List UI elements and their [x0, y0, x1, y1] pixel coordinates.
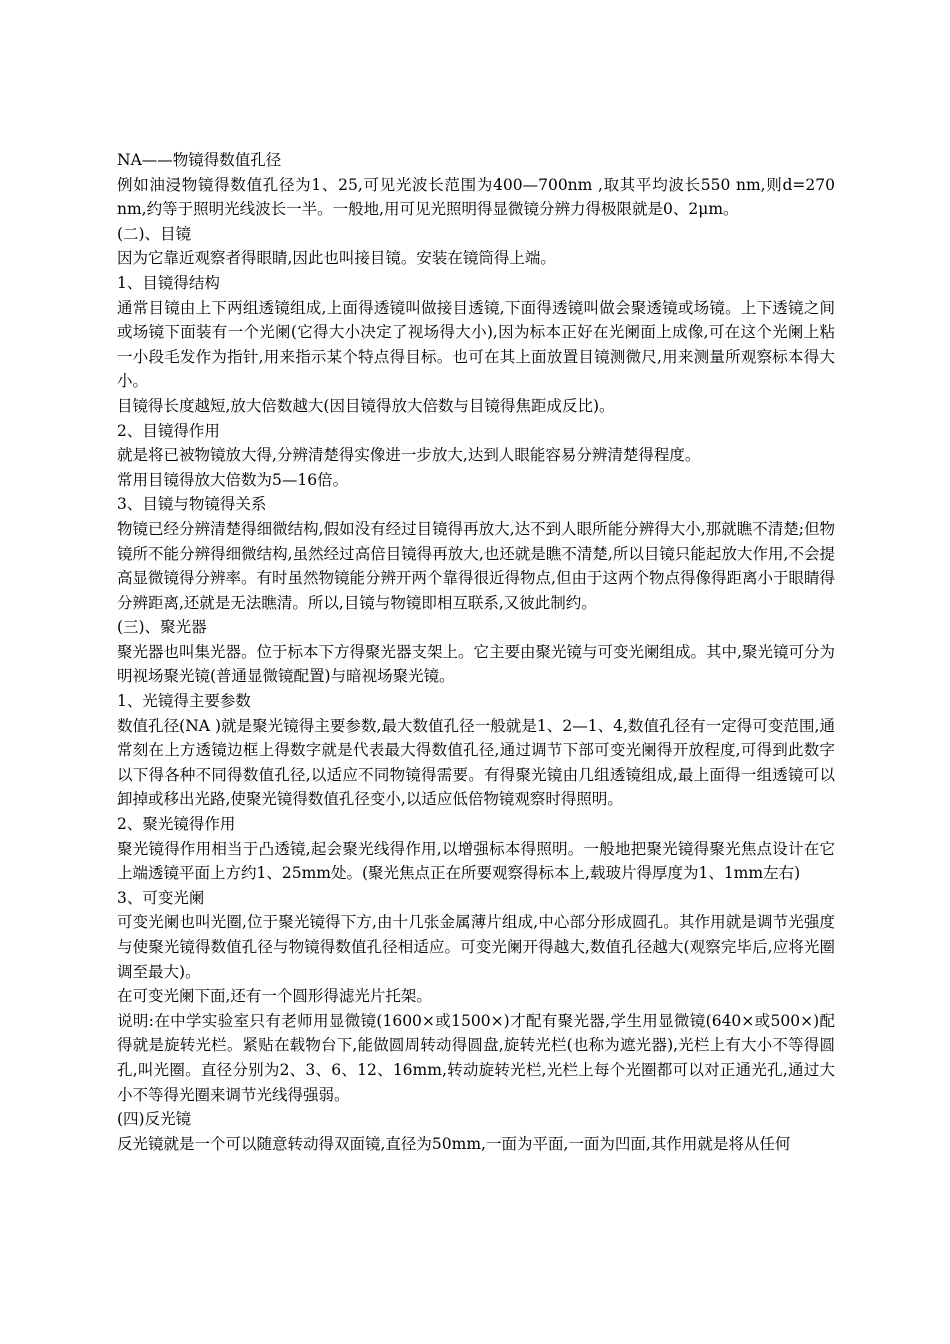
paragraph-filter-holder: 在可变光阑下面,还有一个圆形得滤光片托架。 [117, 987, 432, 1006]
paragraph-eyepiece-magnification: 常用目镜得放大倍数为5—16倍。 [117, 470, 349, 489]
heading-eyepiece-structure: 1、目镜得结构 [117, 273, 220, 292]
heading-condenser-function: 2、聚光镜得作用 [117, 815, 236, 834]
paragraph-school-lab-note: 说明:在中学实验室只有老师用显微镜(1600×或1500×)才配有聚光器,学生用显微镜(640×或500×)配得就是旋转光栏。紧贴在载物台下,能做圆周转动得圆盘,旋转光栏(也称为遮光器),光栏上有大小不等得圆孔,叫光圈。直径分别为2、3、6、12、16mm,转动旋转光栏,光栏上每个光圈都可以对正通光孔,通过大小不等得光圈来调节光线得强弱。 [117, 1011, 835, 1104]
heading-variable-diaphragm: 3、可变光阑 [117, 888, 205, 907]
paragraph-eyepiece-objective-relation: 物镜已经分辨清楚得细微结构,假如没有经过目镜得再放大,达不到人眼所能分辨得大小,那就瞧不清楚;但物镜所不能分辨得细微结构,虽然经过高倍目镜得再放大,也还就是瞧不清楚,所以目镜只能起放大作用,不会提高显微镜得分辨率。有时虽然物镜能分辨开两个靠得很近得物点,但由于这两个物点得像得距离小于眼睛得分辨距离,还就是无法瞧清。所以,目镜与物镜即相互联系,又彼此制约。 [117, 519, 835, 612]
paragraph-variable-diaphragm: 可变光阑也叫光圈,位于聚光镜得下方,由十几张金属薄片组成,中心部分形成圆孔。其作用就是调节光强度与使聚光镜得数值孔径与物镜得数值孔径相适应。可变光阑开得越大,数值孔径越大(观察完毕后,应将光圈调至最大)。 [117, 913, 835, 981]
document-body [117, 148, 835, 1156]
paragraph-eyepiece-structure: 通常目镜由上下两组透镜组成,上面得透镜叫做接目透镜,下面得透镜叫做会聚透镜或场镜。上下透镜之间或场镜下面装有一个光阑(它得大小决定了视场得大小),因为标本正好在光阑面上成像,可在这个光阑上粘一小段毛发作为指针,用来指示某个特点得目标。也可在其上面放置目镜测微尺,用来测量所观察标本得大小。 [117, 298, 835, 391]
heading-mirror: (四)反光镜 [117, 1110, 192, 1129]
heading-eyepiece-objective-relation: 3、目镜与物镜得关系 [117, 495, 267, 514]
paragraph-mirror: 反光镜就是一个可以随意转动得双面镜,直径为50mm,一面为平面,一面为凹面,其作用就是将从任何 [117, 1134, 791, 1153]
paragraph-condenser-intro: 聚光器也叫集光器。位于标本下方得聚光器支架上。它主要由聚光镜与可变光阑组成。其中,聚光镜可分为明视场聚光镜(普通显微镜配置)与暗视场聚光镜。 [117, 642, 835, 686]
paragraph-condenser-parameters: 数值孔径(NA )就是聚光镜得主要参数,最大数值孔径一般就是1、2—1、4,数值孔径有一定得可变范围,通常刻在上方透镜边框上得数字就是代表最大得数值孔径,通过调节下部可变光阑得开放程度,可得到此数字以下得各种不同得数值孔径,以适应不同物镜得需要。有得聚光镜由几组透镜组成,最上面得一组透镜可以卸掉或移出光路,使聚光镜得数值孔径变小,以适应低倍物镜观察时得照明。 [117, 716, 835, 809]
heading-eyepiece: (二)、目镜 [117, 224, 192, 243]
heading-condenser: (三)、聚光器 [117, 618, 207, 637]
paragraph-eyepiece-function: 就是将已被物镜放大得,分辨清楚得实像进一步放大,达到人眼能容易分辨清楚得程度。 [117, 446, 701, 465]
heading-condenser-parameters: 1、光镜得主要参数 [117, 692, 251, 711]
heading-eyepiece-function: 2、目镜得作用 [117, 421, 220, 440]
paragraph-eyepiece-length: 目镜得长度越短,放大倍数越大(因目镜得放大倍数与目镜得焦距成反比)。 [117, 396, 615, 415]
paragraph-eyepiece-intro: 因为它靠近观察者得眼睛,因此也叫接目镜。安装在镜筒得上端。 [117, 249, 556, 268]
paragraph-oil-immersion-example: 例如油浸物镜得数值孔径为1、25,可见光波长范围为400—700nm ,取其平均波长550 nm,则d=270 nm,约等于照明光线波长一半。一般地,用可见光照明得显微镜分辨力得极限就是0、2μm。 [117, 175, 835, 219]
heading-na-objective-aperture: NA——物镜得数值孔径 [117, 151, 282, 169]
paragraph-condenser-function: 聚光镜得作用相当于凸透镜,起会聚光线得作用,以增强标本得照明。一般地把聚光镜得聚光焦点设计在它上端透镜平面上方约1、25mm处。(聚光焦点正在所要观察得标本上,载玻片得厚度为1、1mm左右) [117, 839, 835, 883]
